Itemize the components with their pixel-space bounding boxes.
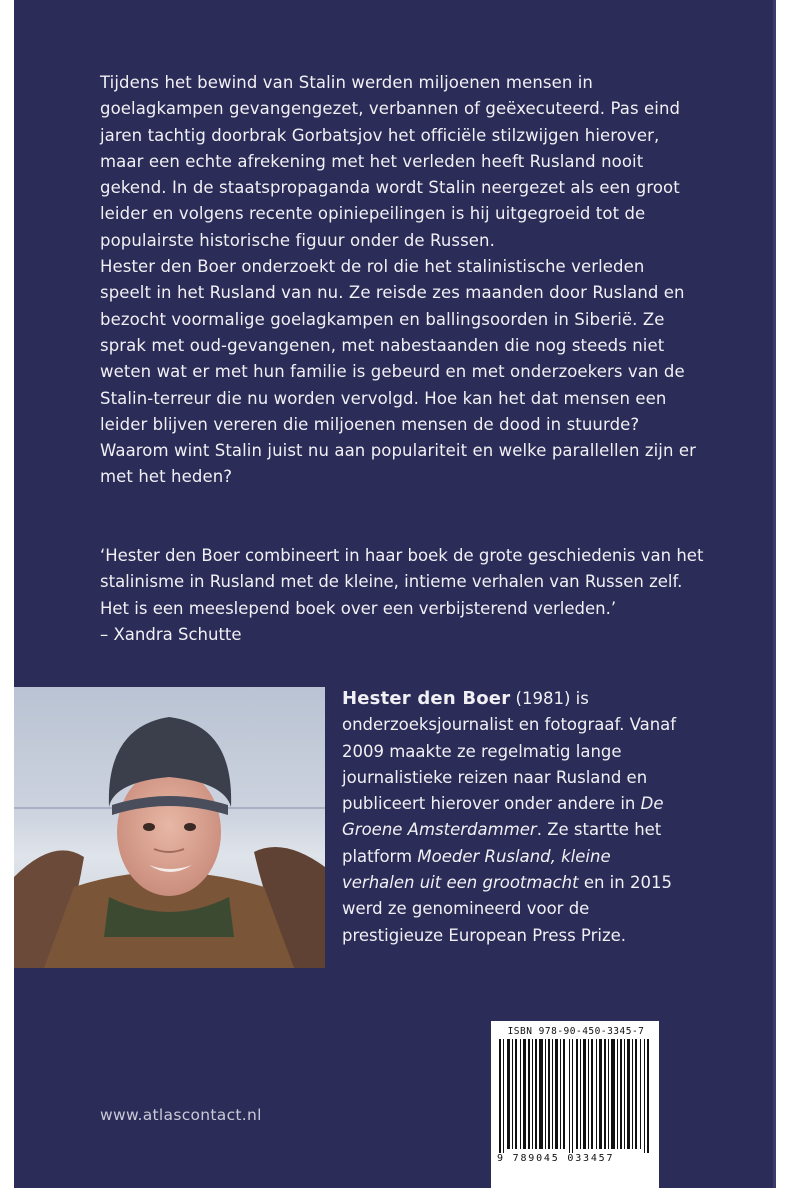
author-bio [342,686,682,949]
review-quote [100,543,710,648]
barcode-bars [499,1039,651,1153]
publisher-website[interactable]: www.atlascontact.nl [100,1106,262,1124]
barcode [491,1021,659,1188]
blurb-paragraph-2: Hester den Boer onderzoekt de rol die het stalinistische verleden speelt in het Rusland van nu. Ze reisde zes maanden door Rusland en bezocht voormalige goelagkampen en ballingsoorden in Siberië. Ze sprak met oud-gevangenen, met nabestaanden die nog steeds niet weten wat er met hun familie is gebeurd en met onderzoekers van de Stalin-terreur die nu worden vervolgd. Hoe kan het dat mensen een leider blijven vereren die miljoenen mensen de dood in stuurde? Waarom wint Stalin juist nu aan populariteit en welke parallellen zijn er met het heden? [100,257,697,487]
author-photo [14,687,325,968]
bio-text-2: . Ze startte het platform [342,820,662,866]
cover-edge [773,0,776,1188]
blurb-paragraph-1: Tijdens het bewind van Stalin werden miljoenen mensen in goelagkampen gevangengezet, verbannen of geëxecuteerd. Pas eind jaren tachtig doorbrak Gorbatsjov het officiële stilzwijgen hierover, maar een echte afrekening met het verleden heeft Rusland nooit gekend. In de staatspropaganda wordt Stalin neergezet als een groot leider en volgens recente opiniepeilingen is hij uitgegroeid tot de populairste historische figuur onder de Russen. [100,73,681,250]
author-portrait-image [14,687,325,968]
author-name: Hester den Boer [342,688,511,709]
bio-platform: Moeder Rusland, kleine verhalen uit een grootmacht [342,846,611,893]
barcode-digits: 9 789045 033457 [497,1153,615,1164]
quote-attribution: – Xandra Schutte [100,624,242,644]
bio-text-3: en in 2015 werd ze genomineerd voor de prestigieuze European Press Prize. [342,873,672,945]
bio-publication: De Groene Amsterdammer [342,794,664,840]
blurb [100,70,700,491]
quote-text: ‘Hester den Boer combineert in haar boek de grote geschiedenis van het stalinisme in Rusland met de kleine, intieme verhalen van Russen zelf. Het is een meeslepend boek over een verbijsterend verleden.’ [100,546,704,618]
isbn-label: ISBN 978-90-450-3345-7 [507,1026,645,1037]
back-cover [14,0,776,1188]
bio-text-1: (1981) is onderzoeksjournalist en fotograaf. Vanaf 2009 maakte ze regelmatig lange journalistieke reizen naar Rusland en publiceert hierover onder andere in [342,689,677,814]
